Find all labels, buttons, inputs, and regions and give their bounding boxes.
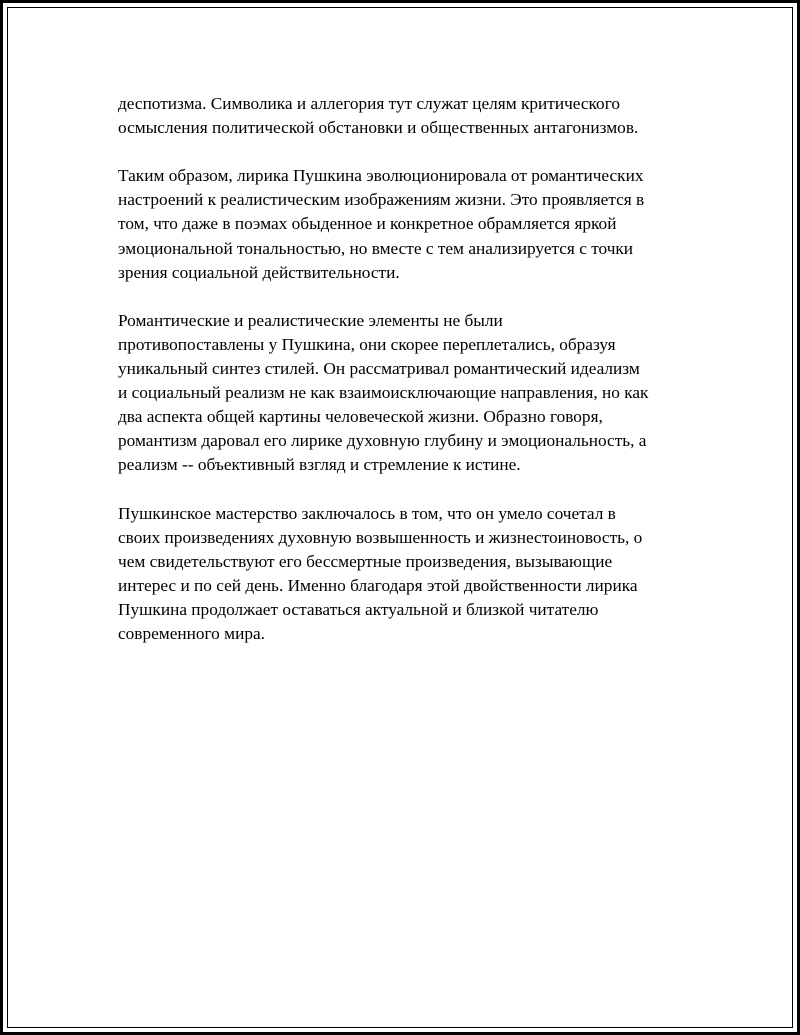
text-line: деспотизма. Символика и аллегория тут служат целям критического xyxy=(118,94,620,113)
document-text xyxy=(118,92,718,670)
text-line: романтизм даровал его лирике духовную глубину и эмоциональность, а xyxy=(118,431,647,451)
text-line: уникальный синтез стилей. Он рассматривал романтический идеализм xyxy=(118,359,640,379)
text-line: зрения социальной действительности. xyxy=(118,262,400,282)
text-line: своих произведениях духовную возвышенность и жизнестоиновость, о xyxy=(118,527,643,547)
text-line: интерес и по сей день. Именно благодаря этой двойственности лирика xyxy=(118,575,638,595)
text-line: настроений к реалистическим изображениям жизни. Это проявляется в xyxy=(118,190,645,210)
paragraph-3 xyxy=(118,309,718,478)
text-line: современного мира. xyxy=(118,624,265,644)
text-line: реализм -- объективный взгляд и стремление к истине. xyxy=(118,455,521,475)
text-line: Романтические и реалистические элементы не были xyxy=(118,310,503,330)
text-line: Пушкина продолжает оставаться актуальной и близкой читателю xyxy=(118,599,599,619)
text-line: два аспекта общей картины человеческой жизни. Образно говоря, xyxy=(118,407,603,427)
text-line: Пушкинское мастерство заключалось в том, что он умело сочетал в xyxy=(118,503,616,523)
paragraph-4 xyxy=(118,502,718,647)
text-line: осмысления политической обстановки и общественных антагонизмов. xyxy=(118,118,639,138)
text-line: том, что даже в поэмах обыденное и конкретное обрамляется яркой xyxy=(118,214,617,234)
text-line: противопоставлены у Пушкина, они скорее переплетались, образуя xyxy=(118,334,616,354)
text-line: чем свидетельствуют его бессмертные произведения, вызывающие xyxy=(118,551,613,571)
text-line: и социальный реализм не как взаимоисключающие направления, но как xyxy=(118,383,649,403)
paragraph-1 xyxy=(118,92,718,140)
text-line: Таким образом, лирика Пушкина эволюционировала от романтических xyxy=(118,166,644,186)
text-line: эмоциональной тональностью, но вместе с тем анализируется с точки xyxy=(118,238,634,258)
paragraph-2 xyxy=(118,164,718,284)
